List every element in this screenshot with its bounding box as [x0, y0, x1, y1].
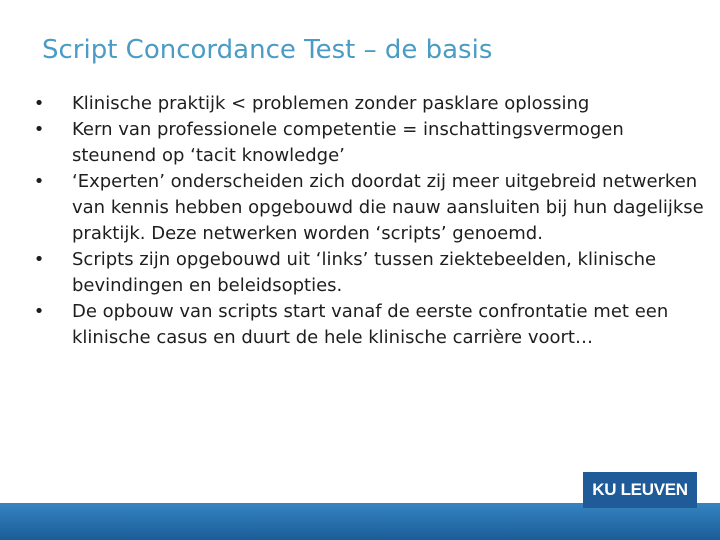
bullet-item — [33, 91, 712, 117]
bullet-item — [33, 299, 712, 351]
bullet-item — [33, 247, 712, 299]
bullet-item — [33, 169, 712, 247]
ku-leuven-logo: KU LEUVEN — [583, 472, 697, 508]
bullet-icon: • — [33, 171, 45, 192]
bullet-text: Kern van professionele competentie = inschattingsvermogen steunend op ‘tacit knowledge’ — [72, 119, 624, 166]
slide-title: Script Concordance Test – de basis — [42, 35, 493, 65]
bullet-list — [33, 91, 712, 351]
bullet-icon: • — [33, 249, 45, 270]
bullet-icon: • — [33, 119, 45, 140]
bullet-icon: • — [33, 301, 45, 322]
bullet-text: De opbouw van scripts start vanaf de eerste confrontatie met een klinische casus en duurt de hele klinische carrière voort… — [72, 301, 669, 348]
bullet-text: Scripts zijn opgebouwd uit ‘links’ tussen ziektebeelden, klinische bevindingen en beleidsopties. — [72, 249, 657, 296]
footer-band — [0, 503, 720, 540]
bullet-text: Klinische praktijk < problemen zonder pasklare oplossing — [72, 93, 590, 114]
bullet-text: ‘Experten’ onderscheiden zich doordat zij meer uitgebreid netwerken van kennis hebben opgebouwd die nauw aansluiten bij hun dagelijkse praktijk. Deze netwerken worden ‘scripts’ genoemd. — [72, 171, 704, 244]
bullet-item — [33, 117, 712, 169]
bullet-icon: • — [33, 93, 45, 114]
